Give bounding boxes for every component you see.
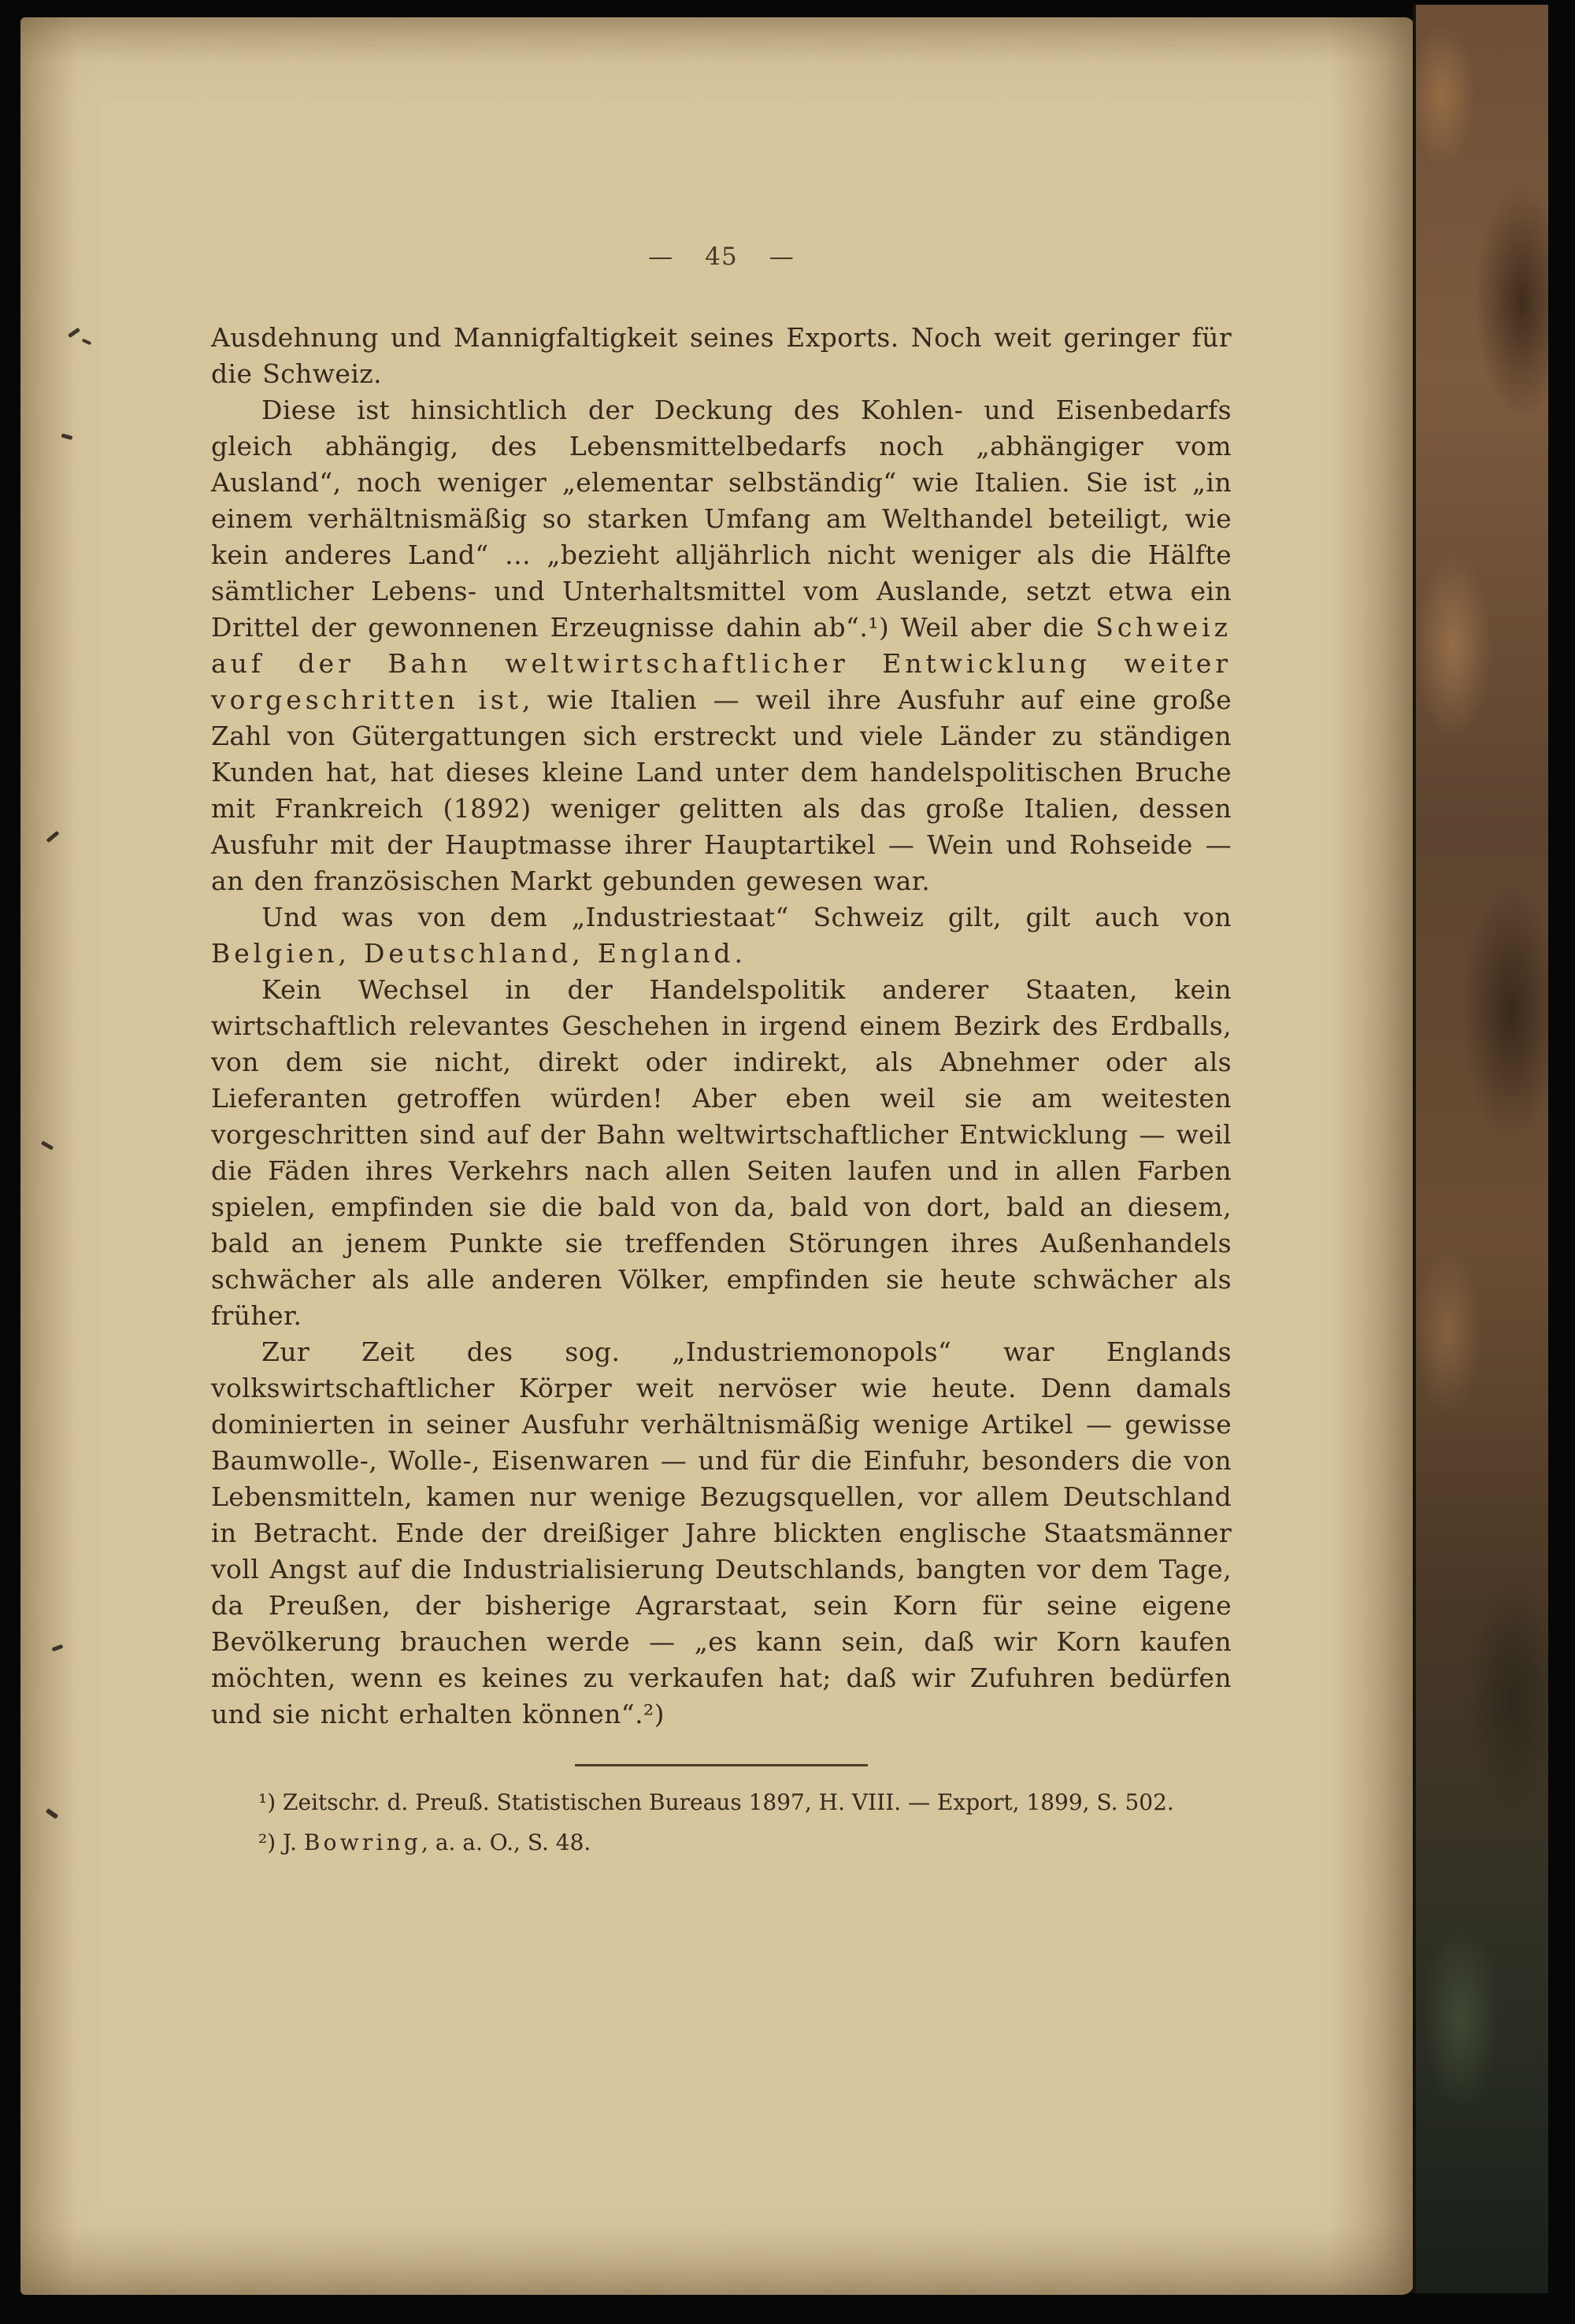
paragraph xyxy=(211,972,1232,1334)
page-number-dash-right: — xyxy=(769,243,795,271)
scanned-book-page xyxy=(20,17,1414,2295)
text-segment: ²) J. xyxy=(258,1829,304,1855)
paragraph xyxy=(211,899,1232,972)
text-segment: Diese ist hinsichtlich der Deckung des Kohlen- und Eisenbedarfs gleich abhängig, des Lebensmittelbedarfs noch „abhängiger vom Ausland“, noch weniger „elementar selbständig“ wie Italien. Sie ist „in einem verhältnismäßig so starken Umfang am Welthandel beteiligt, wie kein anderes Land“ … „bezieht alljährlich nicht weniger als die Hälfte sämtlicher Lebens- und Unterhaltsmittel vom Auslande, setzt etwa ein Drittel der gewonnenen Erzeugnisse dahin ab“.¹) Weil aber die xyxy=(211,395,1232,643)
text-segment: Ausdehnung und Mannigfaltigkeit seines Exports. Noch weit geringer für die Schweiz. xyxy=(211,322,1232,389)
emphasized-text: Bowring xyxy=(303,1829,422,1855)
paragraph xyxy=(211,392,1232,899)
page-number-dash-left: — xyxy=(648,243,674,271)
book-cover-marbled-edge xyxy=(1413,5,1548,2293)
footnotes xyxy=(211,1785,1232,1859)
text-segment: , a. a. O., S. 48. xyxy=(421,1829,591,1855)
text-segment: Zur Zeit des sog. „Industriemonopols“ war Englands volkswirtschaftlicher Körper weit nervöser wie heute. Denn damals dominierten in seiner Ausfuhr verhältnismäßig wenige Artikel — gewisse Baumwolle-, Wolle-, Eisenwaren — und für die Einfuhr, besonders die von Lebensmitteln, kamen nur wenige Bezugsquellen, vor allem Deutschland in Betracht. Ende der dreißiger Jahre blickten englische Staatsmänner voll Angst auf die Industrialisierung Deutschlands, bangten vor dem Tage, da Preußen, der bisherige Agrarstaat, sein Korn für seine eigene Bevölkerung brauchen werde — „es kann sein, daß wir Korn kaufen möchten, wenn es keines zu verkaufen hat; daß wir Zufuhren bedürfen und sie nicht erhalten können“.²) xyxy=(211,1336,1232,1729)
paragraph xyxy=(211,1334,1232,1733)
emphasized-text: Schweiz auf der Bahn weltwirtschaftlicher Entwicklung weiter vorgeschritten ist xyxy=(211,612,1232,715)
text-segment: Und was von dem „Industriestaat“ Schweiz gilt, gilt auch von xyxy=(261,902,1232,932)
text-segment: . xyxy=(734,938,743,969)
footnote-separator xyxy=(575,1764,868,1766)
page-header xyxy=(211,243,1232,271)
footnote xyxy=(211,1825,1232,1859)
page-text-area xyxy=(211,17,1232,1866)
emphasized-text: Belgien, Deutschland, England xyxy=(211,938,735,969)
text-segment: , wie Italien — weil ihre Ausfuhr auf eine große Zahl von Gütergattungen sich erstreckt und viele Länder zu ständigen Kunden hat, hat dieses kleine Land unter dem handelspolitischen Bruche mit Frankreich (1892) weniger gelitten als das große Italien, dessen Ausfuhr mit der Hauptmasse ihrer Hauptartikel — Wein und Rohseide — an den französischen Markt gebunden gewesen war. xyxy=(211,684,1232,896)
text-segment: ¹) Zeitschr. d. Preuß. Statistischen Bureaus 1897, H. VIII. — Export, 1899, S. 502. xyxy=(258,1789,1174,1815)
paragraph xyxy=(211,320,1232,392)
page-number: 45 xyxy=(705,243,738,271)
text-segment: Kein Wechsel in der Handelspolitik anderer Staaten, kein wirtschaftlich relevantes Geschehen in irgend einem Bezirk des Erdballs, von dem sie nicht, direkt oder indirekt, als Abnehmer oder als Lieferanten getroffen würden! Aber eben weil sie am weitesten vorgeschritten sind auf der Bahn weltwirtschaftlicher Entwicklung — weil die Fäden ihres Verkehrs nach allen Seiten laufen und in allen Farben spielen, empfinden sie die bald von da, bald von dort, bald an diesem, bald an jenem Punkte sie treffenden Störungen ihres Außenhandels schwächer als alle anderen Völker, empfinden sie heute schwächer als früher. xyxy=(211,974,1232,1331)
page-body xyxy=(211,320,1232,1733)
footnote xyxy=(211,1785,1232,1819)
